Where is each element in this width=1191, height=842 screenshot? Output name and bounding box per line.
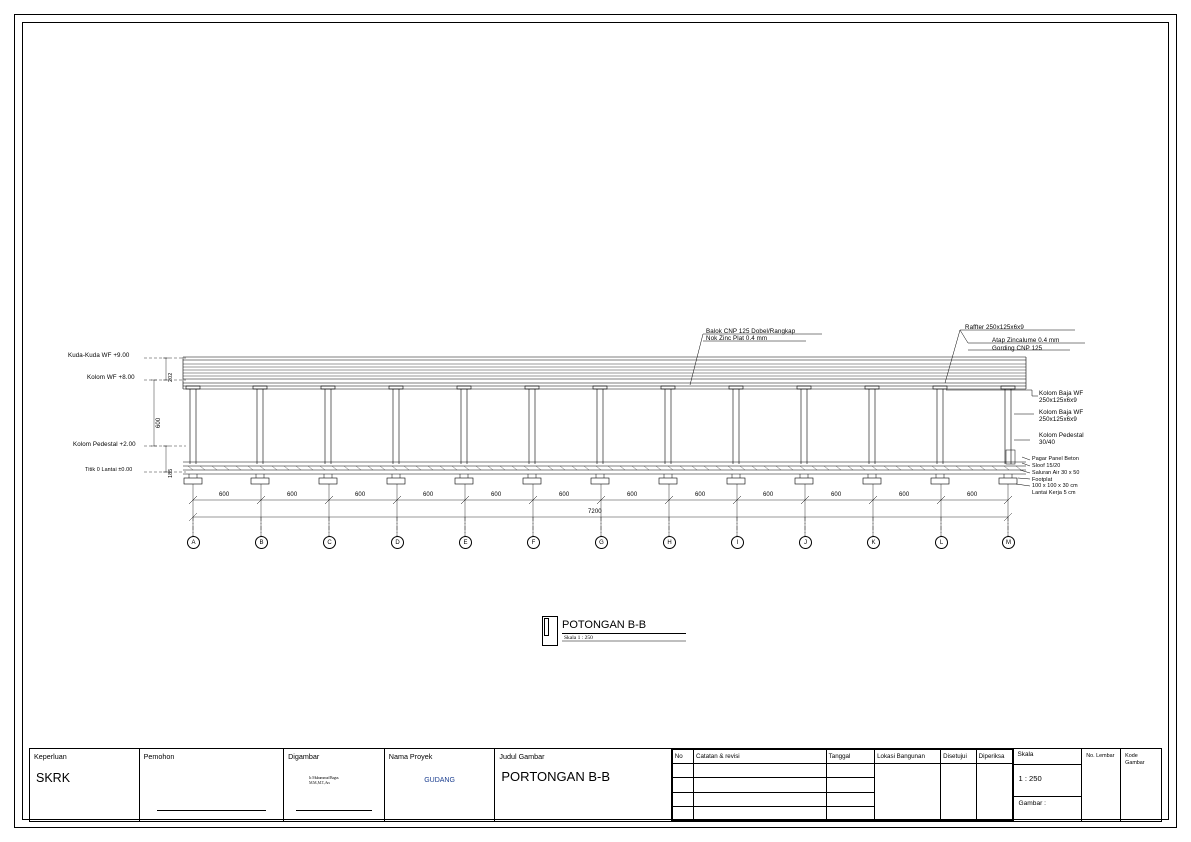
title-block — [29, 748, 1162, 822]
bay-dim: 600 — [287, 492, 298, 498]
callout-kolom-baja-wf-2-size: 250x125x6x9 — [1039, 416, 1077, 423]
revision-cell-lokasi — [875, 764, 941, 821]
tb-pemohon-signature-line — [157, 810, 266, 811]
revision-header-catatan: Catatan & revisi — [694, 750, 827, 764]
revision-cell — [694, 778, 827, 792]
callout-footplat: Footplat — [1032, 477, 1053, 483]
vertical-dim-185: 185 — [168, 468, 174, 478]
tb-keperluan-value: SKRK — [36, 771, 71, 785]
tb-keperluan-header: Keperluan — [34, 752, 67, 761]
tb-digambar-signature-text: Ir. Muhammad Bagus M.M.,M.T.,Ars — [309, 775, 339, 785]
bay-dim: 600 — [967, 492, 978, 498]
tb-judul-gambar — [495, 749, 671, 821]
revision-header-no: No — [672, 750, 693, 764]
tb-revision-block — [672, 749, 1015, 821]
callout-kolom-baja-wf-1-size: 250x125x6x9 — [1039, 397, 1077, 404]
tb-skala-header: Skala — [1017, 751, 1034, 758]
revision-cell — [826, 792, 874, 806]
grid-bubble-m: M — [1002, 536, 1015, 549]
tb-skala — [1014, 749, 1082, 821]
vertical-dim-202: 202 — [168, 372, 174, 382]
tb-skala-value: 1 : 250 — [1018, 774, 1042, 783]
revision-cell-disetujui — [941, 764, 977, 821]
bay-dim: 600 — [559, 492, 570, 498]
bay-dim: 600 — [831, 492, 842, 498]
callout-kolom-pedestal-size: 30/40 — [1039, 439, 1055, 446]
grid-bubble-g: G — [595, 536, 608, 549]
section-title-group — [540, 615, 700, 655]
bay-dim: 600 — [627, 492, 638, 498]
revision-cell — [672, 778, 693, 792]
callout-nok-zinc: Nok Zinc Plat 0.4 mm — [706, 335, 768, 342]
tb-digambar — [284, 749, 385, 821]
grid-bubble-d: D — [391, 536, 404, 549]
callout-pagar-panel-beton: Pagar Panel Beton — [1032, 456, 1079, 462]
tb-pemohon-header: Pemohon — [143, 752, 175, 761]
revision-cell — [672, 792, 693, 806]
revision-cell — [694, 764, 827, 778]
tb-nama-proyek-value: GUDANG — [424, 777, 455, 784]
callout-lantai-kerja: Lantai Kerja 5 cm — [1032, 490, 1076, 496]
grid-bubble-k: K — [867, 536, 880, 549]
section-title-text: POTONGAN B-B — [562, 619, 647, 631]
callout-balok-cnp: Balok CNP 125 Dobel/Rangkap — [706, 328, 796, 335]
revision-header-row — [672, 750, 1013, 764]
tb-judul-gambar-value: PORTONGAN B-B — [501, 769, 610, 784]
callout-gording: Gording CNP 125 — [992, 345, 1043, 352]
revision-header-tanggal: Tanggal — [826, 750, 874, 764]
grid-bubble-l: L — [935, 536, 948, 549]
tb-keperluan — [30, 749, 140, 821]
tb-judul-gambar-header: Judul Gambar — [499, 752, 545, 761]
grid-bubble-f: F — [527, 536, 540, 549]
bay-dim: 600 — [423, 492, 434, 498]
revision-cell — [826, 778, 874, 792]
revision-table — [672, 749, 1014, 821]
grid-bubble-c: C — [323, 536, 336, 549]
revision-cell — [826, 806, 874, 820]
tb-nama-proyek — [385, 749, 496, 821]
grid-bubble-a: A — [187, 536, 200, 549]
revision-cell — [694, 792, 827, 806]
grid-bubble-e: E — [459, 536, 472, 549]
revision-cell — [672, 806, 693, 820]
level-label-kolom-pedestal: Kolom Pedestal +2.00 — [73, 441, 136, 448]
section-title-rule — [562, 633, 686, 634]
callout-sloof: Sloof 15/20 — [1032, 463, 1061, 469]
revision-header-diperiksa: Diperiksa — [976, 750, 1013, 764]
grid-bubble-i: I — [731, 536, 744, 549]
bay-dim: 600 — [695, 492, 706, 498]
tb-kode-gambar — [1121, 749, 1161, 821]
callout-kolom-baja-wf-2: Kolom Baja WF — [1039, 409, 1084, 416]
callout-footplat-size: 100 x 100 x 30 cm — [1032, 483, 1078, 489]
section-scale-text: Skala 1 : 250 — [564, 635, 593, 641]
tb-no-lembar — [1082, 749, 1121, 821]
tb-kode-gambar-header: Kode Gambar — [1125, 753, 1145, 766]
bay-dim: 600 — [899, 492, 910, 498]
bay-dim: 600 — [763, 492, 774, 498]
overall-dim: 7200 — [588, 509, 602, 515]
grid-bubble-b: B — [255, 536, 268, 549]
revision-cell — [826, 764, 874, 778]
callout-kolom-pedestal: Kolom Pedestal — [1039, 432, 1084, 439]
grid-bubble-j: J — [799, 536, 812, 549]
level-label-titik-nol: Titik 0 Lantai ±0.00 — [85, 467, 133, 473]
bay-dim: 600 — [491, 492, 502, 498]
tb-nama-proyek-header: Nama Proyek — [388, 752, 433, 761]
revision-header-lokasi: Lokasi Bangunan — [875, 750, 941, 764]
section-marker-inner — [544, 618, 549, 636]
tb-no-lembar-header: No. Lembar — [1086, 753, 1115, 759]
tb-digambar-header: Digambar — [288, 752, 320, 761]
grid-bubble-h: H — [663, 536, 676, 549]
revision-cell — [672, 764, 693, 778]
tb-gambar-label: Gambar : — [1018, 800, 1046, 807]
revision-header-disetujui: Disetujui — [941, 750, 977, 764]
revision-cell-diperiksa — [976, 764, 1013, 821]
tb-pemohon — [140, 749, 284, 821]
callout-saluran-air: Saluran Air 30 x 50 — [1032, 470, 1080, 476]
callout-raffter: Raffter 250x125x6x9 — [965, 324, 1024, 331]
level-label-kuda-kuda: Kuda-Kuda WF +9.00 — [68, 352, 130, 359]
vertical-dim-600: 600 — [156, 417, 162, 428]
bay-dim: 600 — [355, 492, 366, 498]
level-label-kolom-wf: Kolom WF +8.00 — [87, 374, 135, 381]
table-row — [672, 764, 1013, 778]
sheet-frame-inner — [22, 22, 1169, 820]
revision-cell — [694, 806, 827, 820]
callout-atap-zincalume: Atap Zincalume 0.4 mm — [992, 337, 1060, 344]
callout-kolom-baja-wf-1: Kolom Baja WF — [1039, 390, 1084, 397]
tb-digambar-signature-line — [296, 810, 372, 811]
bay-dim: 600 — [219, 492, 230, 498]
